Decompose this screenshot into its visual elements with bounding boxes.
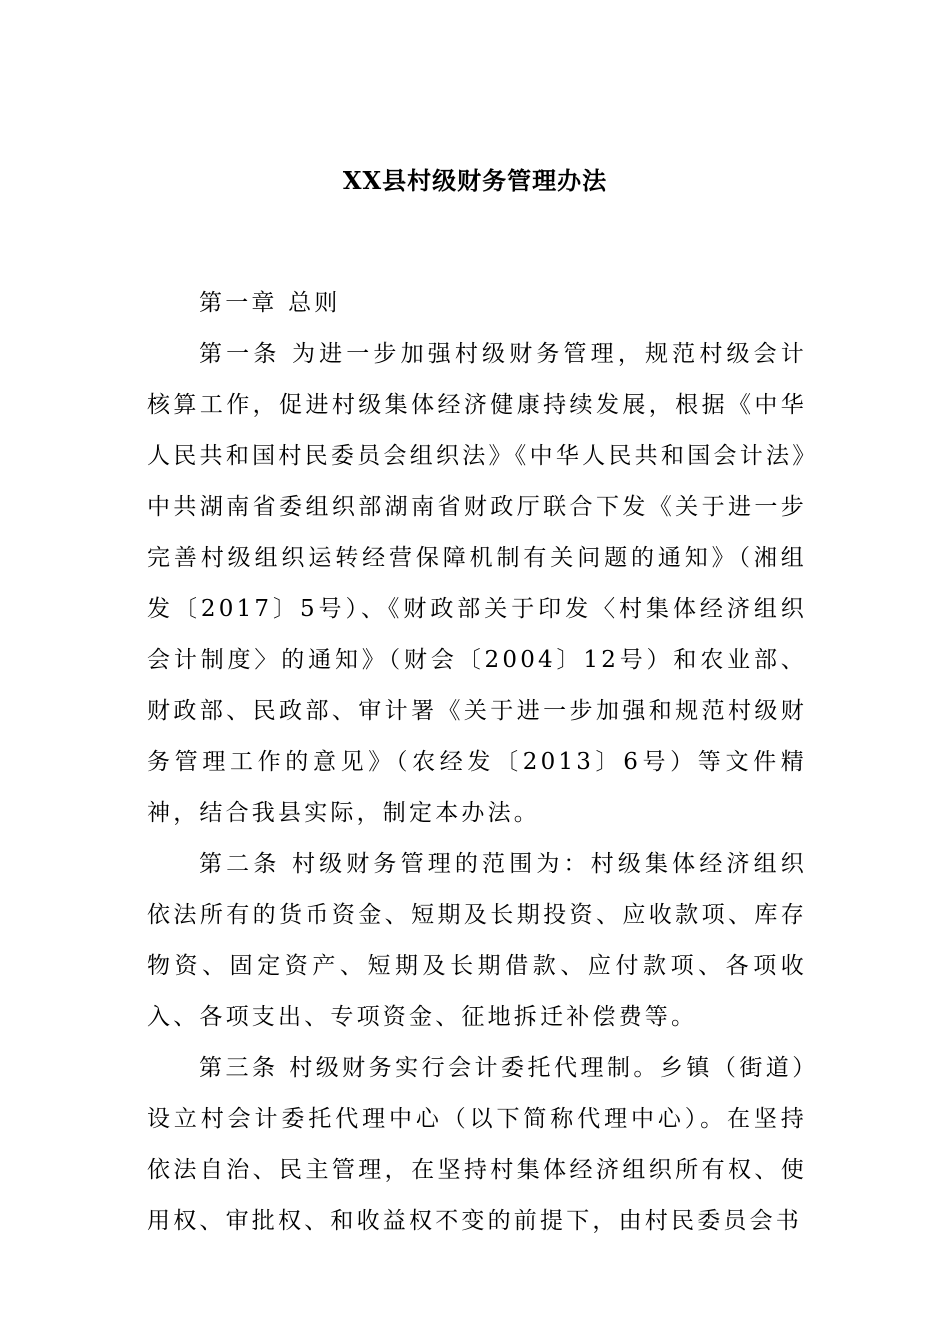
article-2-paragraph: 第二条 村级财务管理的范围为：村级集体经济组织依法所有的货币资金、短期及长期投资、应收款项、库存物资、固定资产、短期及长期借款、应付款项、各项收入、各项支出、专项资金、征地拆迁补偿费等。 bbox=[147, 851, 807, 1030]
article-1-paragraph: 第一条 为进一步加强村级财务管理，规范村级会计核算工作，促进村级集体经济健康持续发展，根据《中华人民共和国村民委员会组织法》《中华人民共和国会计法》中共湖南省委组织部湖南省财政厅联合下发《关于进一步完善村级组织运转经营保障机制有关问题的通知》（湘组发〔2017〕5号）、《财政部关于印发〈村集体经济组织会计制度〉的通知》（财会〔2004〕12号）和农业部、财政部、民政部、审计署《关于进一步加强和规范村级财务管理工作的意见》（农经发〔2013〕6号）等文件精神，结合我县实际，制定本办法。 bbox=[147, 341, 807, 826]
document-title: XX县村级财务管理办法 bbox=[342, 166, 608, 195]
document-body bbox=[147, 278, 807, 1247]
chapter-heading: 第一章 总则 bbox=[199, 290, 341, 316]
article-3-paragraph: 第三条 村级财务实行会计委托代理制。乡镇（街道）设立村会计委托代理中心（以下简称代理中心）。在坚持依法自治、民主管理，在坚持村集体经济组织所有权、使用权、审批权、和收益权不变的前提下，由村民委员会书 bbox=[147, 1055, 807, 1234]
